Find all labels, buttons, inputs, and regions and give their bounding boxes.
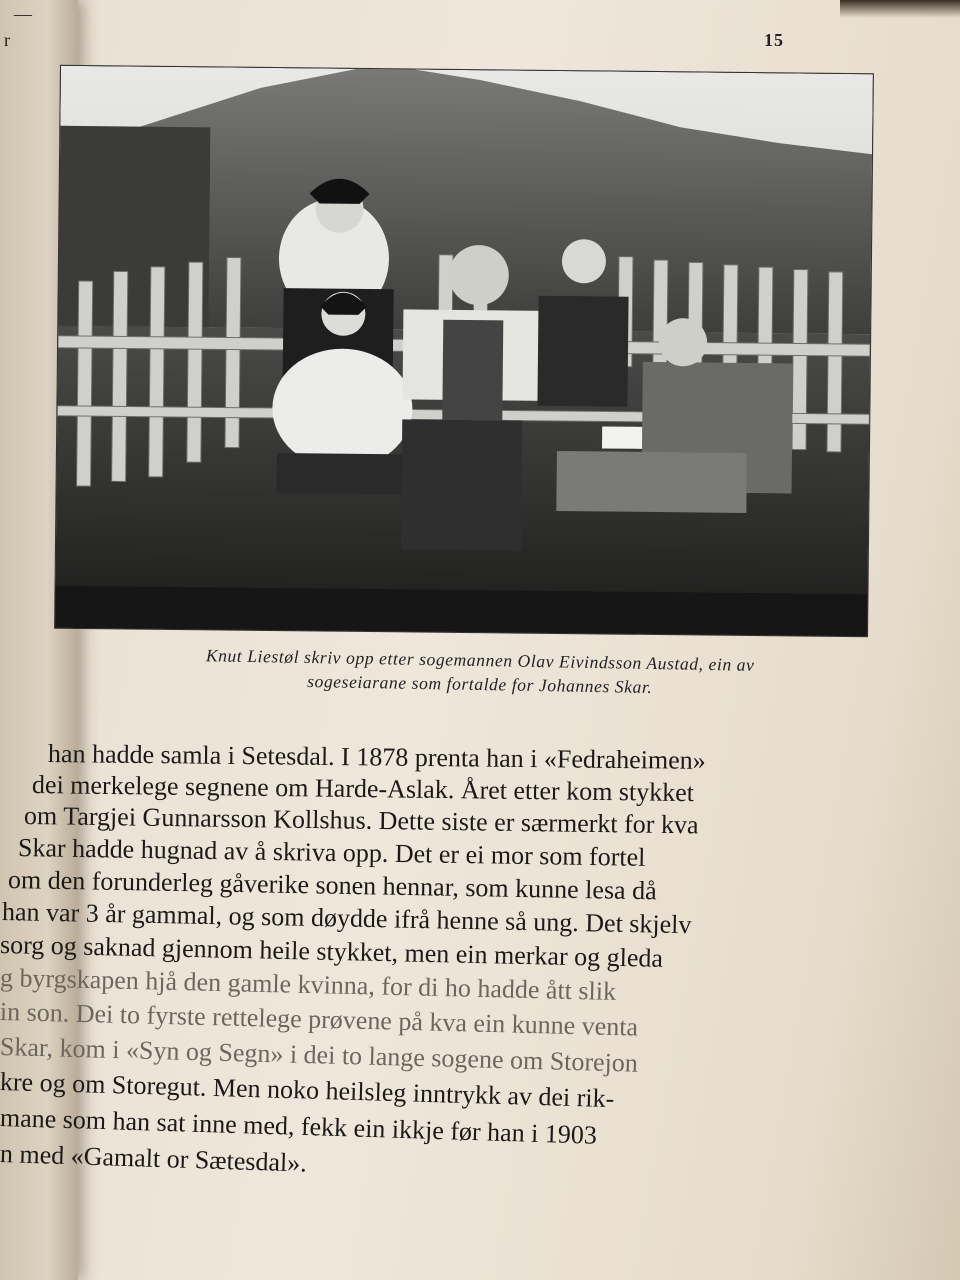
text-line: n med «Gamalt or Sætesdal». — [0, 1139, 308, 1178]
text-line: dei merkelege segnene om Harde-Aslak. Året etter kom stykket — [31, 770, 695, 808]
caption-line: Knut Liestøl skriv opp etter sogemannen Olav Eivindsson Austad, ein av — [205, 645, 755, 675]
text-line: om den forunderleg gåverike sonen hennar, som kunne lesa då — [7, 865, 657, 906]
photo-caption — [40, 640, 921, 703]
text-line: kre og om Storegut. Men noko heilsleg inntrykk av dei rik- — [0, 1067, 615, 1114]
page-corner-shadow — [840, 0, 960, 18]
text-line: han hadde samla i Setesdal. I 1878 prenta han i «Fedraheimen» — [47, 739, 706, 775]
photo-scene — [55, 66, 873, 636]
text-line: han var 3 år gammal, og som døydde ifrå henne så ung. Det skjelv — [1, 897, 692, 940]
text-line: Skar hadde hugnad av å skriva opp. Det er ei mor som fortel — [17, 833, 646, 872]
text-line: mane som han sat inne med, fekk ein ikkje før han i 1903 — [0, 1103, 598, 1150]
facing-page-fragment: r — [4, 30, 10, 50]
black-and-white-photograph — [55, 66, 873, 636]
facing-page-fragment: — — [14, 4, 32, 24]
text-line: sorg og saknad gjennom heile stykket, men ein merkar og gleda — [0, 930, 664, 973]
text-line: Skar, kom i «Syn og Segn» i dei to lange sogene om Storejon — [0, 1032, 639, 1078]
text-line: om Targjei Gunnarsson Kollshus. Dette siste er særmerkt for kva — [23, 801, 699, 840]
page-number: 15 — [764, 30, 784, 50]
text-line: in son. Dei to fyrste rettelege prøvene på kva ein kunne venta — [0, 997, 639, 1042]
text-line: g byrgskapen hjå den gamle kvinna, for di ho hadde ått slik — [0, 963, 617, 1006]
caption-line: sogeseiarane som fortalde for Johannes Skar. — [307, 670, 653, 698]
